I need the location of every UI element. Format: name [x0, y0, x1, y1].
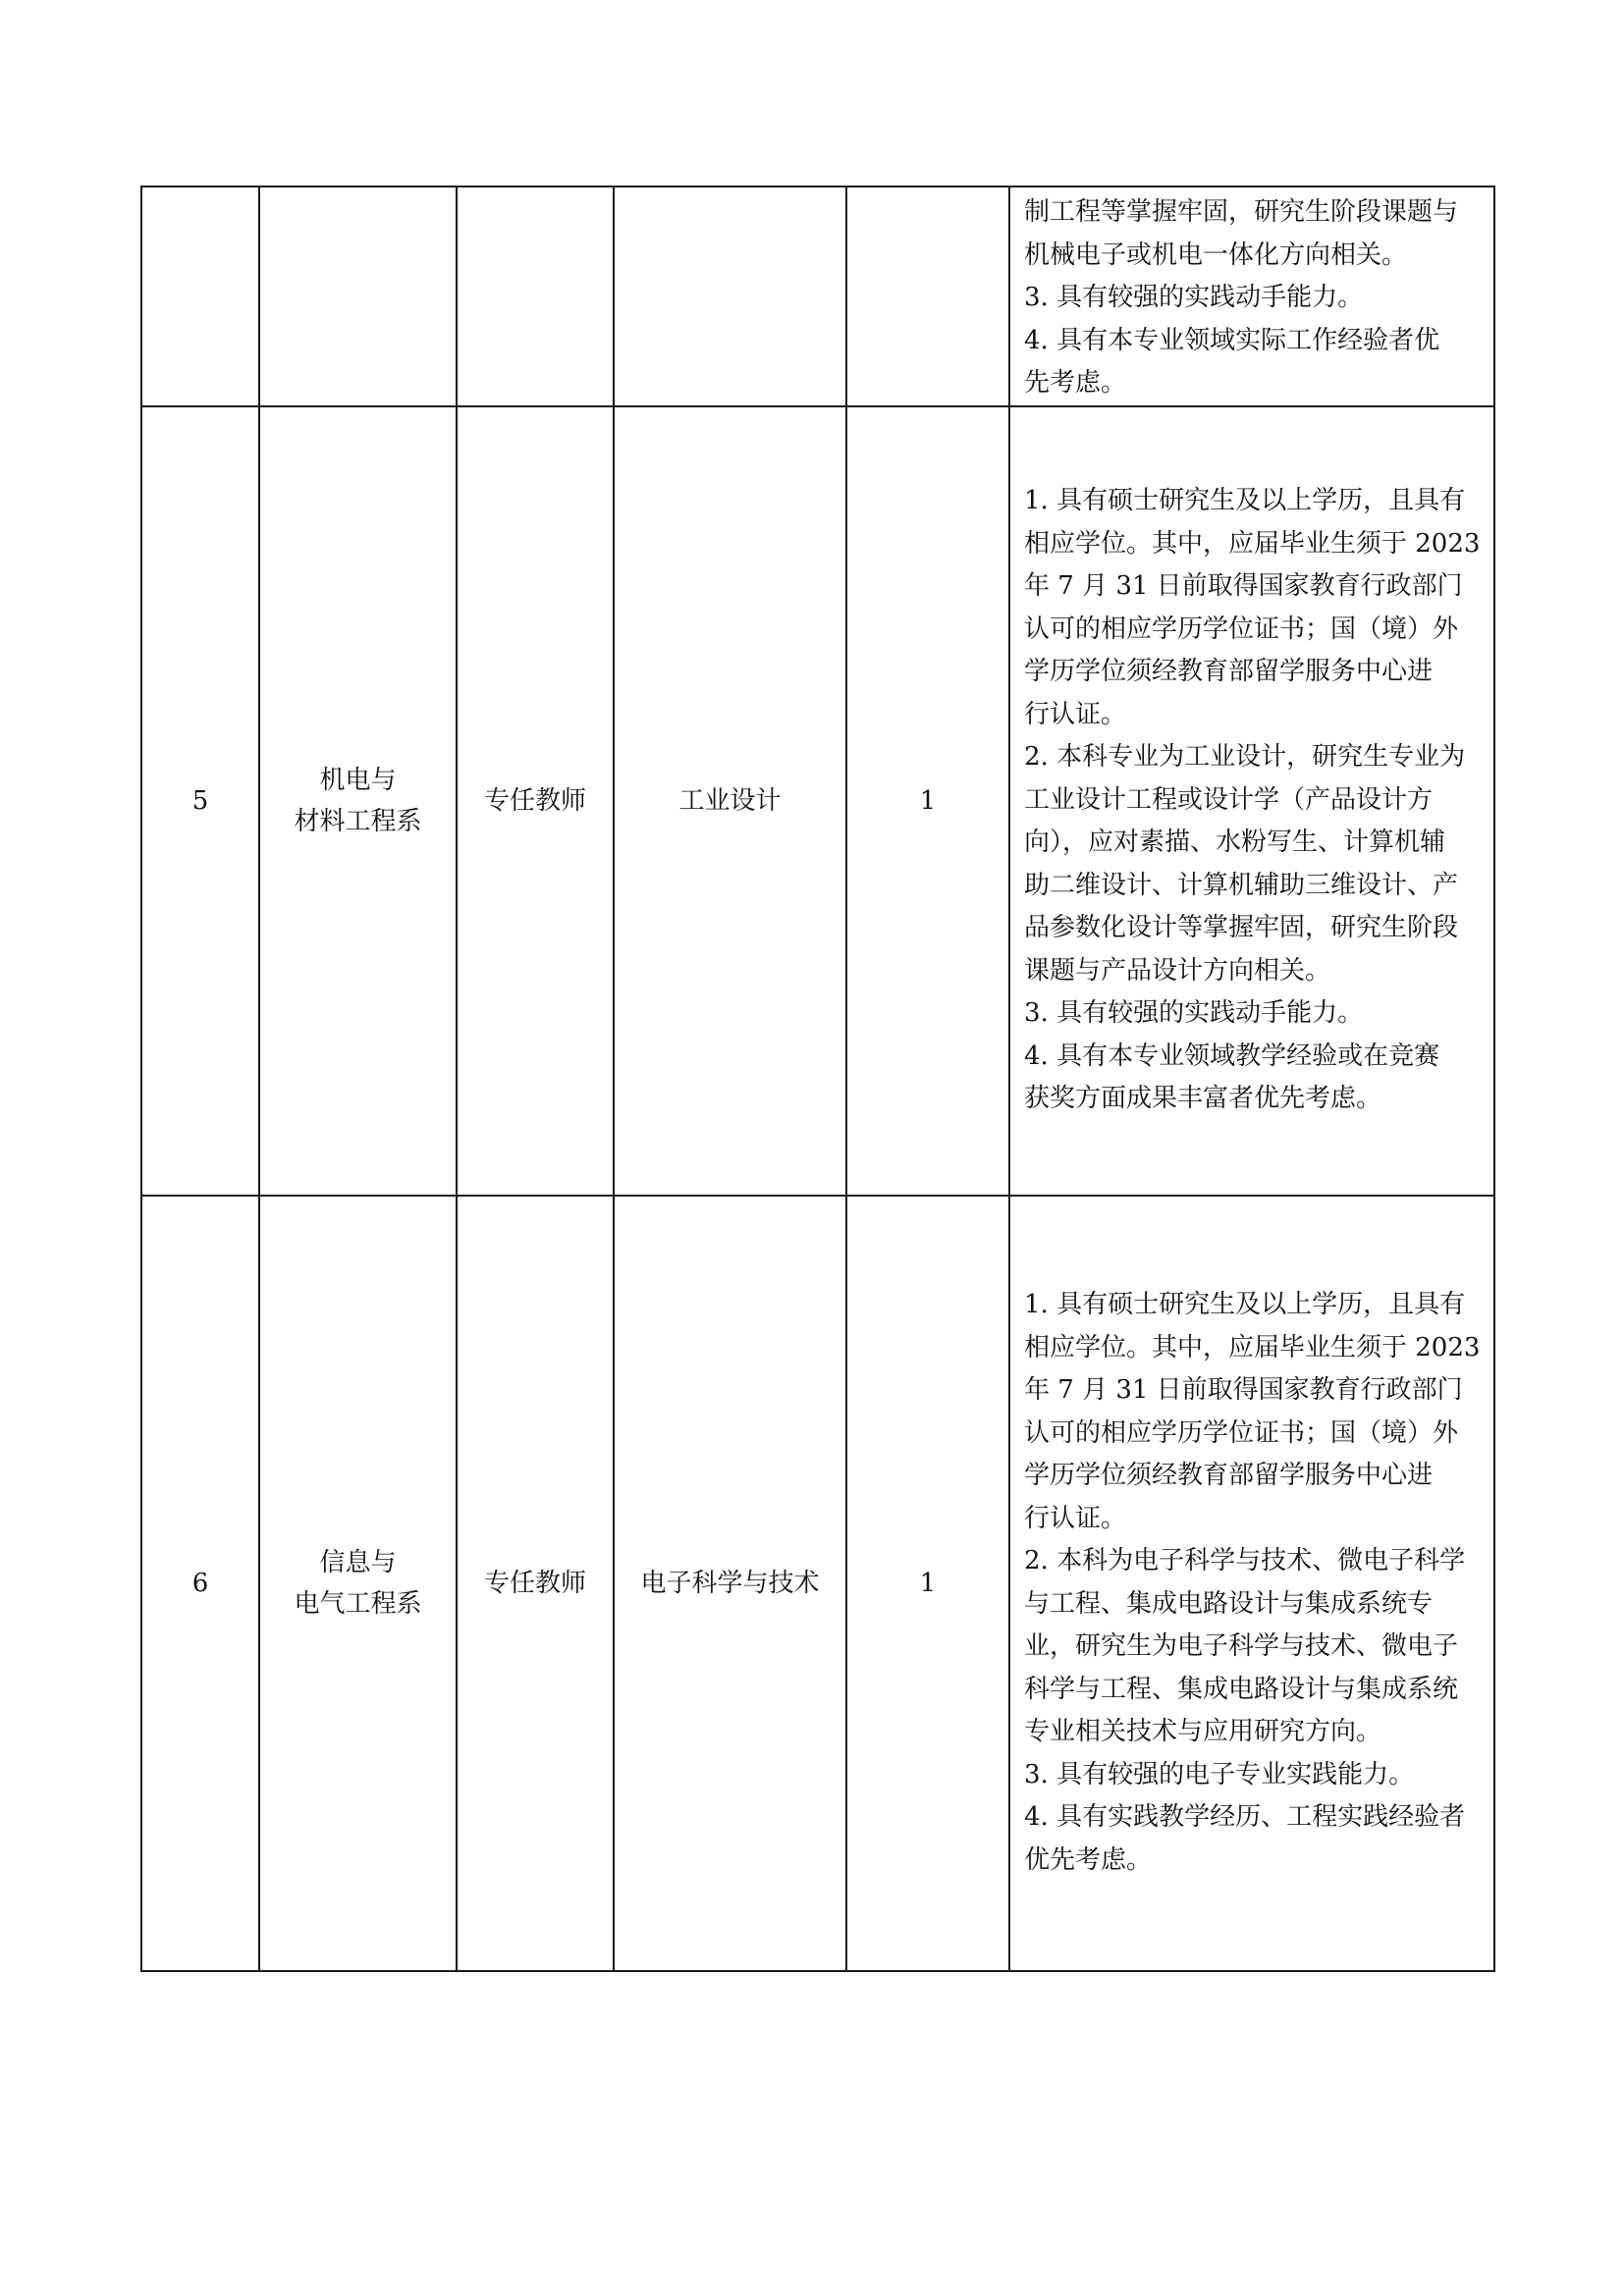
cell-no	[141, 187, 259, 406]
requirement-line: 课题与产品设计方向相关。	[1024, 955, 1331, 986]
requirement-line: 相应学位。其中，应届毕业生须于 2023	[1024, 1332, 1481, 1362]
cell-major: 工业设计	[614, 406, 846, 1196]
requirement-line: 与工程、集成电路设计与集成系统专	[1024, 1588, 1434, 1619]
requirement-line: 认可的相应学历学位证书；国（境）外	[1024, 1417, 1459, 1448]
requirement-line: 机械电子或机电一体化方向相关。	[1024, 240, 1408, 270]
requirement-line: 2. 本科专业为工业设计，研究生专业为	[1024, 742, 1466, 773]
requirement-line: 1. 具有硕士研究生及以上学历，且具有	[1024, 1290, 1466, 1319]
requirement-line: 行认证。	[1024, 1503, 1127, 1533]
requirement-line: 年 7 月 31 日前取得国家教育行政部门	[1024, 571, 1463, 602]
cell-no: 6	[141, 1196, 259, 1971]
requirement-line: 业，研究生为电子科学与技术、微电子	[1024, 1631, 1459, 1661]
requirement-line: 3. 具有较强的实践动手能力。	[1024, 283, 1364, 312]
requirement-line: 相应学位。其中，应届毕业生须于 2023	[1024, 528, 1481, 559]
department-line: 电气工程系	[294, 1588, 422, 1619]
recruitment-table	[140, 186, 1495, 1972]
cell-count	[846, 187, 1009, 406]
requirement-line: 4. 具有本专业领域教学经验或在竞赛	[1024, 1041, 1440, 1071]
requirement-line: 向），应对素描、水粉写生、计算机辅	[1024, 828, 1446, 858]
requirement-line: 品参数化设计等掌握牢固，研究生阶段	[1024, 913, 1459, 943]
department-line: 机电与	[319, 765, 397, 795]
cell-department	[259, 187, 457, 406]
cell-requirements	[1009, 187, 1494, 406]
department-line: 信息与	[319, 1547, 397, 1577]
requirement-line: 学历学位须经教育部留学服务中心进	[1024, 657, 1434, 687]
requirement-line: 行认证。	[1024, 699, 1127, 729]
requirement-line: 认可的相应学历学位证书；国（境）外	[1024, 614, 1459, 644]
requirement-line: 专业相关技术与应用研究方向。	[1024, 1717, 1382, 1746]
cell-requirements	[1009, 406, 1494, 1196]
requirement-line: 获奖方面成果丰富者优先考虑。	[1024, 1084, 1382, 1114]
department-line: 材料工程系	[294, 806, 422, 836]
requirement-line: 4. 具有实践教学经历、工程实践经验者	[1024, 1802, 1466, 1832]
cell-department	[259, 406, 457, 1196]
cell-count: 1	[846, 1196, 1009, 1971]
requirement-line: 4. 具有本专业领域实际工作经验者优	[1024, 325, 1440, 355]
requirement-line: 优先考虑。	[1024, 1844, 1153, 1875]
table-row	[141, 187, 1494, 406]
requirement-line: 3. 具有较强的实践动手能力。	[1024, 998, 1364, 1029]
requirement-line: 工业设计工程或设计学（产品设计方	[1024, 784, 1434, 815]
cell-position: 专任教师	[457, 406, 614, 1196]
requirement-line: 科学与工程、集成电路设计与集成系统	[1024, 1674, 1459, 1704]
requirement-line: 年 7 月 31 日前取得国家教育行政部门	[1024, 1375, 1463, 1405]
requirement-line: 3. 具有较强的电子专业实践能力。	[1024, 1759, 1415, 1789]
requirement-line: 先考虑。	[1024, 368, 1127, 398]
requirement-line: 1. 具有硕士研究生及以上学历，且具有	[1024, 486, 1466, 516]
cell-position: 专任教师	[457, 1196, 614, 1971]
cell-count: 1	[846, 406, 1009, 1196]
table-row	[141, 1196, 1494, 1971]
cell-requirements	[1009, 1196, 1494, 1971]
cell-no: 5	[141, 406, 259, 1196]
cell-position	[457, 187, 614, 406]
requirement-line: 制工程等掌握牢固，研究生阶段课题与	[1024, 197, 1459, 227]
requirement-line: 2. 本科为电子科学与技术、微电子科学	[1024, 1546, 1466, 1575]
requirement-line: 学历学位须经教育部留学服务中心进	[1024, 1461, 1434, 1490]
requirement-line: 助二维设计、计算机辅助三维设计、产	[1024, 870, 1459, 900]
cell-major: 电子科学与技术	[614, 1196, 846, 1971]
cell-major	[614, 187, 846, 406]
cell-department	[259, 1196, 457, 1971]
table-row	[141, 406, 1494, 1196]
